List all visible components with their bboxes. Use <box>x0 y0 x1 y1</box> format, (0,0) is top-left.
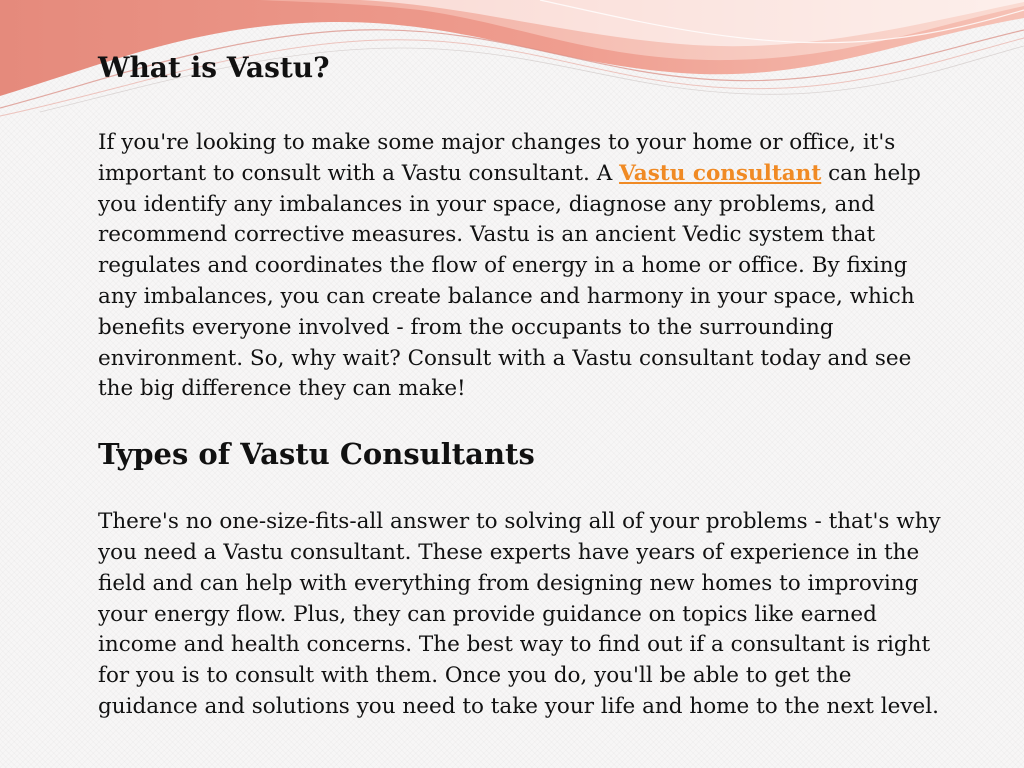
heading-what-is-vastu: What is Vastu? <box>98 51 330 84</box>
heading-types-of-vastu-consultants: Types of Vastu Consultants <box>98 437 535 472</box>
paragraph-types-of-vastu-consultants: There's no one-size-fits-all answer to solving all of your problems - that's why you need a Vastu consultant. These experts have years of experience in the field and can help with everything from designing new homes to improving your energy flow. Plus, they can provide guidance on topics like earned income and health concerns. The best way to find out if a consultant is right for you is to consult with them. Once you do, you'll be able to get the guidance and solutions you need to take your life and home to the next level. <box>98 509 941 719</box>
paragraph-text-before-link: If you're looking to make some major changes to your home or office, it's important to consult with a Vastu consultant. A <box>98 130 896 186</box>
slide-content <box>98 48 948 723</box>
paragraph-text-after-link: can help you identify any imbalances in your space, diagnose any problems, and recommend corrective measures. Vastu is an ancient Vedic system that regulates and coordinates the flow of energy in a home or office. By fixing any imbalances, you can create balance and harmony in your space, which benefits everyone involved - from the occupants to the surrounding environment. So, why wait? Consult with a Vastu consultant today and see the big difference they can make! <box>98 160 921 402</box>
vastu-consultant-link[interactable]: Vastu consultant <box>619 160 822 186</box>
paragraph-what-is-vastu <box>98 128 948 405</box>
